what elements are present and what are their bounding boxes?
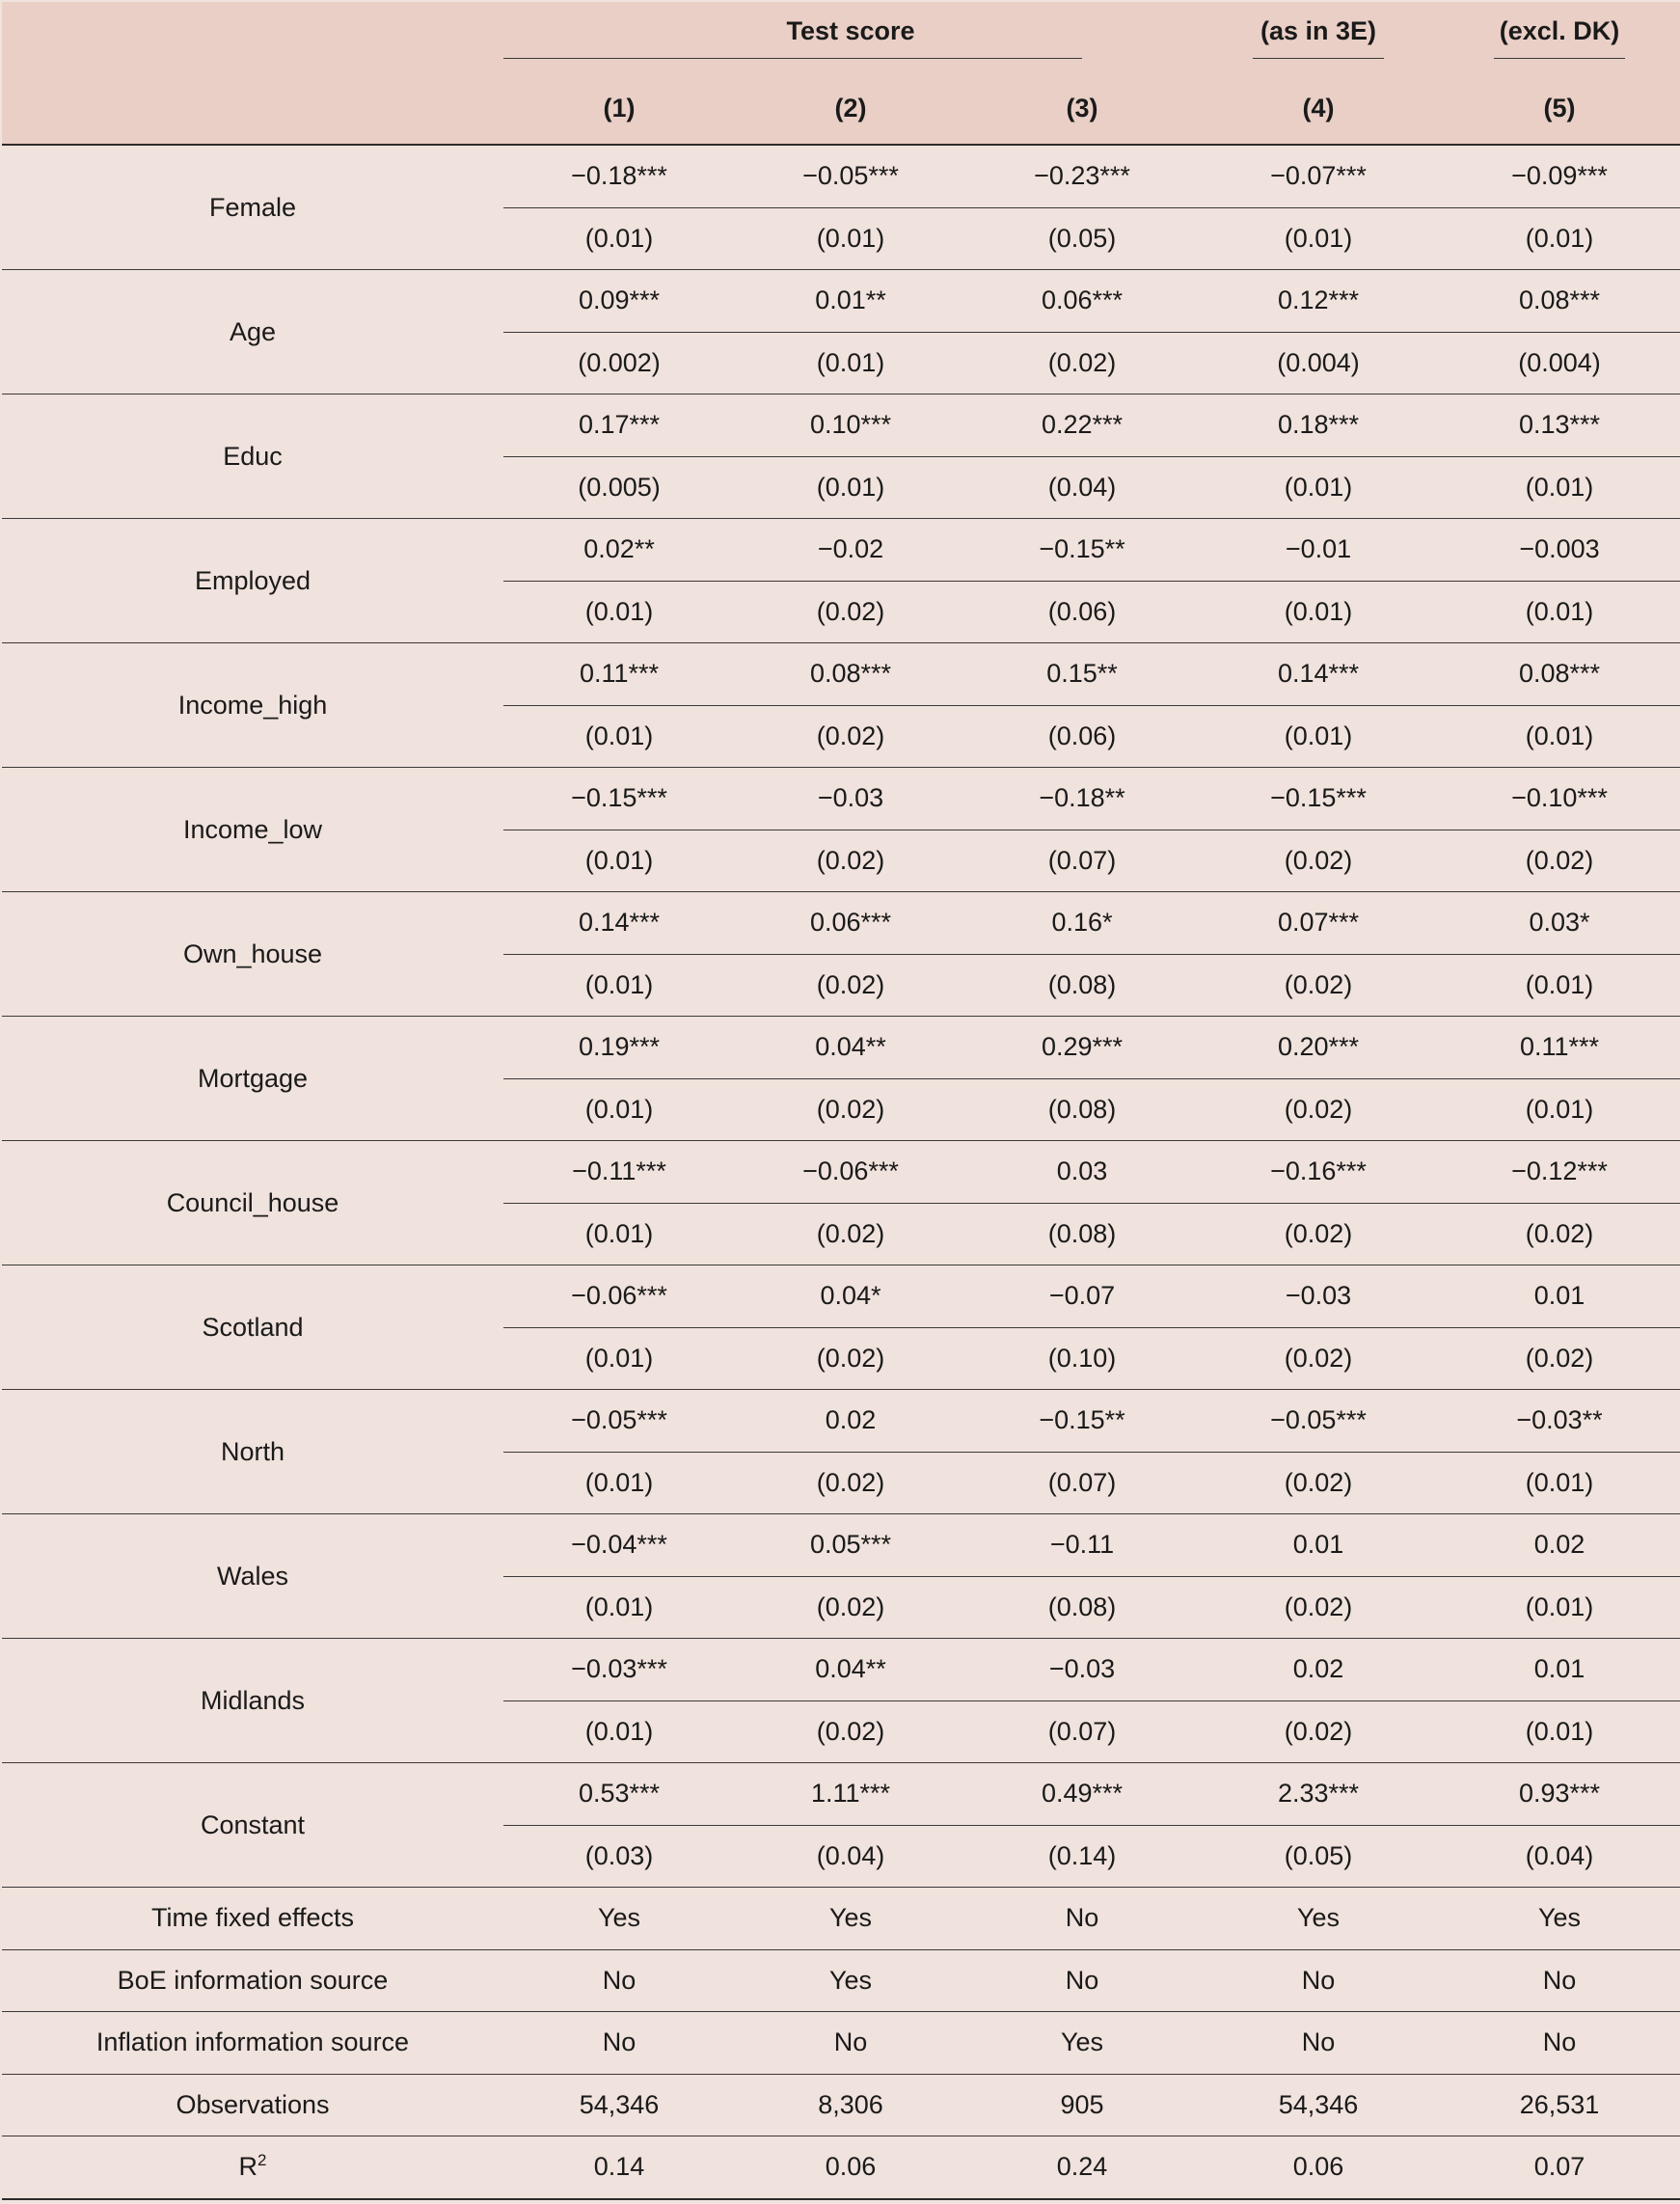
coefficient-cell: 0.03 bbox=[966, 1141, 1198, 1204]
std-error-cell: (0.02) bbox=[1198, 1576, 1439, 1639]
std-error-cell: (0.04) bbox=[735, 1825, 966, 1888]
std-error-cell: (0.10) bbox=[966, 1327, 1198, 1390]
coefficient-cell: −0.18*** bbox=[503, 145, 735, 207]
table-row bbox=[2, 1639, 1680, 1701]
std-error-cell: (0.02) bbox=[1198, 1452, 1439, 1514]
coefficient-cell: −0.05*** bbox=[735, 145, 966, 207]
std-error-cell: (0.01) bbox=[1439, 1701, 1680, 1763]
header-empty-cell bbox=[2, 73, 503, 145]
stat-cell: 26,531 bbox=[1439, 2074, 1680, 2136]
std-error-cell: (0.01) bbox=[1198, 456, 1439, 519]
variable-label: Age bbox=[2, 270, 503, 395]
coefficient-cell: 0.03* bbox=[1439, 892, 1680, 955]
regression-table bbox=[2, 2, 1680, 2200]
coefficient-cell: 2.33*** bbox=[1198, 1763, 1439, 1826]
std-error-cell: (0.01) bbox=[1439, 1078, 1680, 1141]
std-error-cell: (0.01) bbox=[735, 207, 966, 270]
std-error-cell: (0.01) bbox=[503, 830, 735, 892]
std-error-cell: (0.07) bbox=[966, 1701, 1198, 1763]
std-error-cell: (0.02) bbox=[1439, 830, 1680, 892]
header-group-row bbox=[2, 2, 1680, 73]
coefficient-cell: 0.08*** bbox=[1439, 643, 1680, 706]
column-header: (4) bbox=[1198, 73, 1439, 145]
r-squared-label: R bbox=[238, 2152, 258, 2182]
header-group-col5 bbox=[1439, 2, 1680, 73]
std-error-cell: (0.02) bbox=[966, 332, 1198, 395]
table-header bbox=[2, 2, 1680, 145]
stat-cell: 0.06 bbox=[735, 2136, 966, 2199]
variable-label: Employed bbox=[2, 519, 503, 643]
std-error-cell: (0.01) bbox=[503, 1452, 735, 1514]
stat-cell: No bbox=[966, 1949, 1198, 2012]
header-group-col5-label: (excl. DK) bbox=[1499, 16, 1620, 45]
std-error-cell: (0.02) bbox=[1439, 1327, 1680, 1390]
stat-label: BoE information source bbox=[2, 1949, 503, 2012]
r-squared-superscript: 2 bbox=[257, 2151, 267, 2170]
coefficient-cell: 0.12*** bbox=[1198, 270, 1439, 333]
coefficient-cell: 0.08*** bbox=[1439, 270, 1680, 333]
std-error-cell: (0.01) bbox=[503, 1576, 735, 1639]
header-group-col4-label: (as in 3E) bbox=[1260, 16, 1377, 45]
table-row bbox=[2, 1141, 1680, 1204]
std-error-cell: (0.005) bbox=[503, 456, 735, 519]
column-header: (3) bbox=[966, 73, 1198, 145]
std-error-cell: (0.02) bbox=[1198, 830, 1439, 892]
header-group-test-score-label: Test score bbox=[786, 16, 915, 45]
coefficient-cell: 0.93*** bbox=[1439, 1763, 1680, 1826]
std-error-cell: (0.03) bbox=[503, 1825, 735, 1888]
coefficient-cell: 0.53*** bbox=[503, 1763, 735, 1826]
table-row bbox=[2, 1888, 1680, 1950]
std-error-cell: (0.02) bbox=[1439, 1203, 1680, 1265]
stat-cell: 54,346 bbox=[503, 2074, 735, 2136]
std-error-cell: (0.01) bbox=[503, 581, 735, 643]
coefficient-cell: 0.04** bbox=[735, 1639, 966, 1701]
coefficient-cell: 0.01 bbox=[1198, 1514, 1439, 1577]
stat-cell: No bbox=[966, 1888, 1198, 1950]
stat-cell: Yes bbox=[503, 1888, 735, 1950]
coefficient-cell: 0.17*** bbox=[503, 395, 735, 457]
header-group-rule bbox=[1253, 58, 1384, 59]
coefficient-cell: −0.10*** bbox=[1439, 768, 1680, 830]
coefficient-cell: 0.11*** bbox=[503, 643, 735, 706]
coefficient-cell: 0.06*** bbox=[735, 892, 966, 955]
stat-cell: Yes bbox=[966, 2012, 1198, 2075]
std-error-cell: (0.02) bbox=[735, 705, 966, 768]
header-group-test-score bbox=[503, 2, 1198, 73]
coefficient-cell: −0.07 bbox=[966, 1265, 1198, 1328]
coefficient-cell: −0.03** bbox=[1439, 1390, 1680, 1453]
stat-cell: No bbox=[1439, 1949, 1680, 2012]
table-row bbox=[2, 2012, 1680, 2075]
coefficient-cell: −0.23*** bbox=[966, 145, 1198, 207]
table-row bbox=[2, 145, 1680, 207]
std-error-cell: (0.08) bbox=[966, 1078, 1198, 1141]
std-error-cell: (0.02) bbox=[735, 954, 966, 1017]
std-error-cell: (0.02) bbox=[735, 1078, 966, 1141]
std-error-cell: (0.04) bbox=[966, 456, 1198, 519]
variable-label: Wales bbox=[2, 1514, 503, 1639]
std-error-cell: (0.01) bbox=[503, 1203, 735, 1265]
coefficient-cell: −0.03 bbox=[735, 768, 966, 830]
variable-label: Council_house bbox=[2, 1141, 503, 1265]
coefficient-cell: 0.02** bbox=[503, 519, 735, 582]
coefficient-cell: 0.20*** bbox=[1198, 1017, 1439, 1079]
variable-label: Mortgage bbox=[2, 1017, 503, 1141]
stat-cell: Yes bbox=[1198, 1888, 1439, 1950]
coefficient-cell: −0.03 bbox=[966, 1639, 1198, 1701]
stat-label: Time fixed effects bbox=[2, 1888, 503, 1950]
coefficient-cell: 0.08*** bbox=[735, 643, 966, 706]
coefficient-cell: −0.06*** bbox=[503, 1265, 735, 1328]
header-group-rule bbox=[503, 58, 1082, 59]
coefficient-cell: 0.01** bbox=[735, 270, 966, 333]
table-row bbox=[2, 643, 1680, 706]
header-empty-cell bbox=[2, 2, 503, 73]
std-error-cell: (0.01) bbox=[1439, 954, 1680, 1017]
coefficient-cell: −0.01 bbox=[1198, 519, 1439, 582]
header-group-col4 bbox=[1198, 2, 1439, 73]
std-error-cell: (0.07) bbox=[966, 830, 1198, 892]
stat-cell: No bbox=[503, 1949, 735, 2012]
coefficient-cell: 0.15** bbox=[966, 643, 1198, 706]
std-error-cell: (0.06) bbox=[966, 705, 1198, 768]
coefficient-cell: 0.05*** bbox=[735, 1514, 966, 1577]
variable-label: Midlands bbox=[2, 1639, 503, 1763]
coefficient-cell: 0.14*** bbox=[1198, 643, 1439, 706]
stat-cell: No bbox=[735, 2012, 966, 2075]
stat-cell: 0.07 bbox=[1439, 2136, 1680, 2199]
coefficient-cell: −0.15*** bbox=[503, 768, 735, 830]
coefficient-cell: 0.13*** bbox=[1439, 395, 1680, 457]
coefficient-cell: −0.16*** bbox=[1198, 1141, 1439, 1204]
variable-label: Scotland bbox=[2, 1265, 503, 1390]
coefficient-cell: 0.01 bbox=[1439, 1265, 1680, 1328]
table-row bbox=[2, 395, 1680, 457]
coefficient-cell: 0.02 bbox=[735, 1390, 966, 1453]
std-error-cell: (0.02) bbox=[735, 581, 966, 643]
std-error-cell: (0.01) bbox=[503, 1701, 735, 1763]
variable-label: Female bbox=[2, 145, 503, 270]
std-error-cell: (0.02) bbox=[735, 830, 966, 892]
table-row bbox=[2, 270, 1680, 333]
std-error-cell: (0.05) bbox=[966, 207, 1198, 270]
std-error-cell: (0.02) bbox=[735, 1203, 966, 1265]
stat-cell: 0.06 bbox=[1198, 2136, 1439, 2199]
std-error-cell: (0.08) bbox=[966, 1203, 1198, 1265]
table-row bbox=[2, 1017, 1680, 1079]
header-group-rule bbox=[1494, 58, 1625, 59]
coefficient-cell: 0.09*** bbox=[503, 270, 735, 333]
variable-label: North bbox=[2, 1390, 503, 1514]
std-error-cell: (0.01) bbox=[1198, 581, 1439, 643]
coefficient-cell: 0.02 bbox=[1198, 1639, 1439, 1701]
coefficient-cell: 0.14*** bbox=[503, 892, 735, 955]
coefficient-cell: −0.003 bbox=[1439, 519, 1680, 582]
coefficient-cell: −0.03 bbox=[1198, 1265, 1439, 1328]
coefficient-cell: 0.01 bbox=[1439, 1639, 1680, 1701]
std-error-cell: (0.01) bbox=[1439, 1576, 1680, 1639]
std-error-cell: (0.02) bbox=[1198, 1327, 1439, 1390]
std-error-cell: (0.01) bbox=[1439, 581, 1680, 643]
stat-cell: 8,306 bbox=[735, 2074, 966, 2136]
coefficient-cell: 0.06*** bbox=[966, 270, 1198, 333]
stat-cell: 0.14 bbox=[503, 2136, 735, 2199]
std-error-cell: (0.01) bbox=[1439, 207, 1680, 270]
std-error-cell: (0.06) bbox=[966, 581, 1198, 643]
stat-cell: Yes bbox=[1439, 1888, 1680, 1950]
coefficient-cell: −0.11*** bbox=[503, 1141, 735, 1204]
stat-cell: 54,346 bbox=[1198, 2074, 1439, 2136]
stat-cell: 905 bbox=[966, 2074, 1198, 2136]
column-header: (2) bbox=[735, 73, 966, 145]
table-row bbox=[2, 1763, 1680, 1826]
column-header: (1) bbox=[503, 73, 735, 145]
std-error-cell: (0.01) bbox=[735, 332, 966, 395]
std-error-cell: (0.004) bbox=[1439, 332, 1680, 395]
coefficient-cell: 0.07*** bbox=[1198, 892, 1439, 955]
coefficient-cell: 0.10*** bbox=[735, 395, 966, 457]
stat-label: Observations bbox=[2, 2074, 503, 2136]
stat-cell: No bbox=[1439, 2012, 1680, 2075]
table-row bbox=[2, 2136, 1680, 2199]
std-error-cell: (0.01) bbox=[1198, 207, 1439, 270]
coefficient-cell: 0.02 bbox=[1439, 1514, 1680, 1577]
std-error-cell: (0.08) bbox=[966, 954, 1198, 1017]
coefficient-cell: 0.04* bbox=[735, 1265, 966, 1328]
coefficient-cell: −0.03*** bbox=[503, 1639, 735, 1701]
table-row bbox=[2, 892, 1680, 955]
std-error-cell: (0.004) bbox=[1198, 332, 1439, 395]
column-header: (5) bbox=[1439, 73, 1680, 145]
variable-label: Income_low bbox=[2, 768, 503, 892]
header-column-row bbox=[2, 73, 1680, 145]
coefficient-cell: −0.02 bbox=[735, 519, 966, 582]
std-error-cell: (0.07) bbox=[966, 1452, 1198, 1514]
stat-cell: Yes bbox=[735, 1888, 966, 1950]
variable-label: Constant bbox=[2, 1763, 503, 1888]
coefficient-cell: −0.05*** bbox=[1198, 1390, 1439, 1453]
coefficient-cell: 0.22*** bbox=[966, 395, 1198, 457]
std-error-cell: (0.02) bbox=[735, 1576, 966, 1639]
coefficient-cell: −0.09*** bbox=[1439, 145, 1680, 207]
std-error-cell: (0.01) bbox=[503, 954, 735, 1017]
std-error-cell: (0.02) bbox=[735, 1452, 966, 1514]
std-error-cell: (0.02) bbox=[735, 1327, 966, 1390]
coefficient-cell: −0.18** bbox=[966, 768, 1198, 830]
std-error-cell: (0.01) bbox=[735, 456, 966, 519]
table-row bbox=[2, 1390, 1680, 1453]
coefficient-cell: −0.15** bbox=[966, 519, 1198, 582]
std-error-cell: (0.01) bbox=[503, 705, 735, 768]
table-row bbox=[2, 2074, 1680, 2136]
table-row bbox=[2, 1514, 1680, 1577]
std-error-cell: (0.08) bbox=[966, 1576, 1198, 1639]
coefficient-cell: 0.11*** bbox=[1439, 1017, 1680, 1079]
std-error-cell: (0.01) bbox=[1198, 705, 1439, 768]
coefficient-cell: 0.16* bbox=[966, 892, 1198, 955]
stat-cell: 0.24 bbox=[966, 2136, 1198, 2199]
std-error-cell: (0.14) bbox=[966, 1825, 1198, 1888]
stat-label: Inflation information source bbox=[2, 2012, 503, 2075]
std-error-cell: (0.02) bbox=[1198, 1203, 1439, 1265]
std-error-cell: (0.002) bbox=[503, 332, 735, 395]
coefficient-cell: −0.04*** bbox=[503, 1514, 735, 1577]
table-row bbox=[2, 519, 1680, 582]
table-row bbox=[2, 1949, 1680, 2012]
table-body bbox=[2, 145, 1680, 2199]
coefficient-cell: 0.18*** bbox=[1198, 395, 1439, 457]
stat-cell: No bbox=[503, 2012, 735, 2075]
coefficient-cell: 0.49*** bbox=[966, 1763, 1198, 1826]
std-error-cell: (0.02) bbox=[1198, 1078, 1439, 1141]
stat-cell: No bbox=[1198, 1949, 1439, 2012]
coefficient-cell: 1.11*** bbox=[735, 1763, 966, 1826]
std-error-cell: (0.01) bbox=[1439, 705, 1680, 768]
stat-cell: Yes bbox=[735, 1949, 966, 2012]
std-error-cell: (0.01) bbox=[503, 1327, 735, 1390]
std-error-cell: (0.01) bbox=[503, 1078, 735, 1141]
std-error-cell: (0.02) bbox=[1198, 954, 1439, 1017]
coefficient-cell: −0.15** bbox=[966, 1390, 1198, 1453]
coefficient-cell: 0.19*** bbox=[503, 1017, 735, 1079]
std-error-cell: (0.05) bbox=[1198, 1825, 1439, 1888]
std-error-cell: (0.02) bbox=[735, 1701, 966, 1763]
table-row bbox=[2, 768, 1680, 830]
variable-label: Educ bbox=[2, 395, 503, 519]
table-row bbox=[2, 1265, 1680, 1328]
coefficient-cell: −0.15*** bbox=[1198, 768, 1439, 830]
std-error-cell: (0.01) bbox=[1439, 456, 1680, 519]
variable-label: Income_high bbox=[2, 643, 503, 768]
coefficient-cell: −0.06*** bbox=[735, 1141, 966, 1204]
coefficient-cell: −0.11 bbox=[966, 1514, 1198, 1577]
std-error-cell: (0.01) bbox=[1439, 1452, 1680, 1514]
coefficient-cell: 0.04** bbox=[735, 1017, 966, 1079]
coefficient-cell: −0.07*** bbox=[1198, 145, 1439, 207]
std-error-cell: (0.04) bbox=[1439, 1825, 1680, 1888]
coefficient-cell: −0.05*** bbox=[503, 1390, 735, 1453]
stat-cell: No bbox=[1198, 2012, 1439, 2075]
coefficient-cell: 0.29*** bbox=[966, 1017, 1198, 1079]
std-error-cell: (0.01) bbox=[503, 207, 735, 270]
coefficient-cell: −0.12*** bbox=[1439, 1141, 1680, 1204]
std-error-cell: (0.02) bbox=[1198, 1701, 1439, 1763]
variable-label: Own_house bbox=[2, 892, 503, 1017]
stat-label bbox=[2, 2136, 503, 2199]
